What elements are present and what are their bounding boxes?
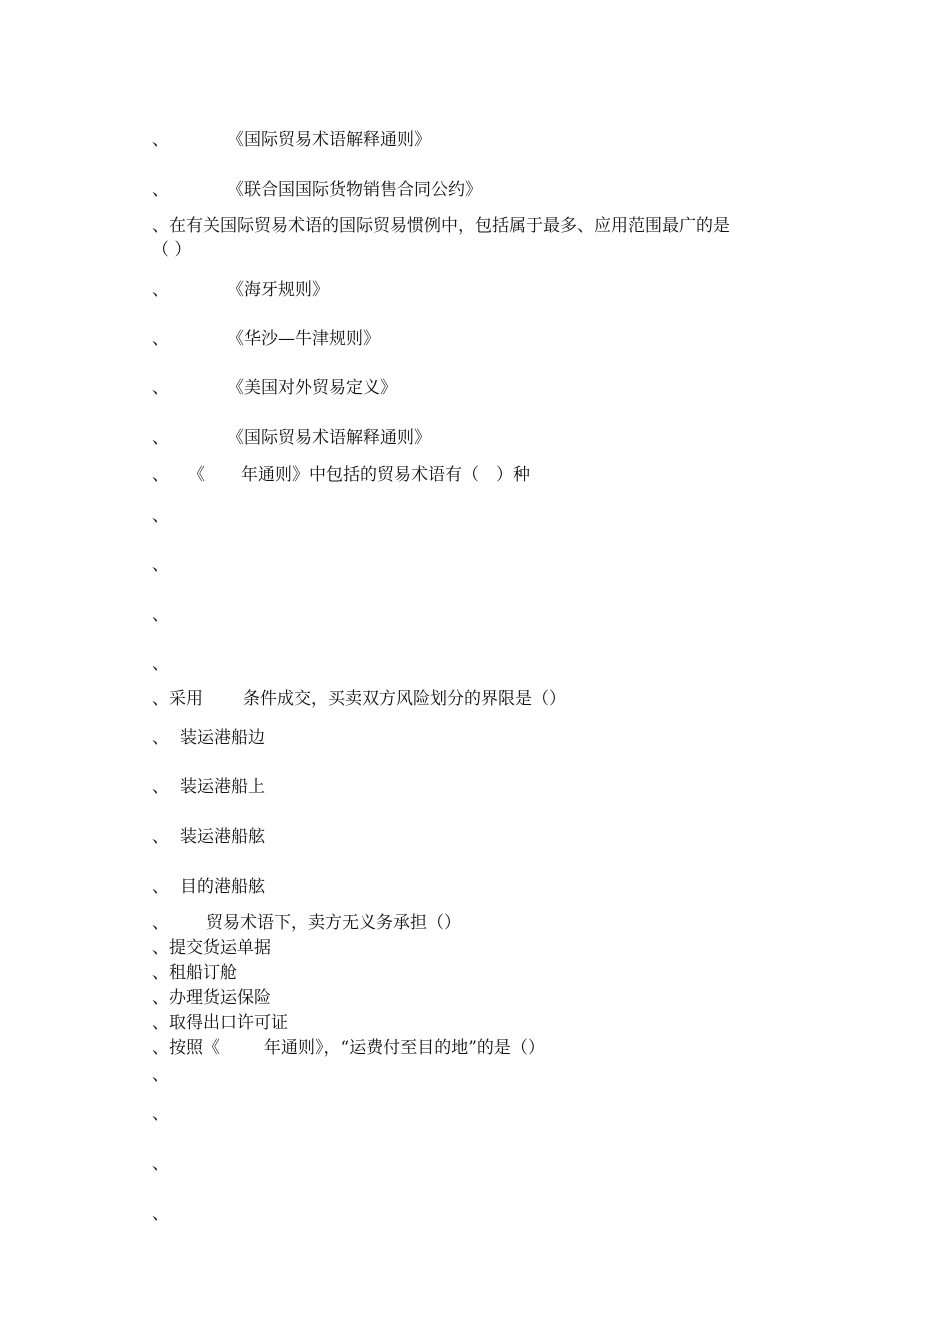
option-text: 《海牙规则》 — [227, 280, 329, 300]
list-marker: 、 — [152, 728, 169, 748]
option-line — [152, 1202, 176, 1226]
option-text: 《联合国国际货物销售合同公约》 — [227, 180, 482, 200]
list-marker: 、 — [152, 216, 169, 236]
list-marker: 、 — [152, 1154, 169, 1174]
option-line — [152, 128, 431, 152]
list-marker: 、 — [152, 280, 169, 300]
list-marker: 、 — [152, 428, 169, 448]
option-line — [152, 603, 176, 627]
option-line — [152, 376, 397, 400]
option-text: 租船订舱 — [169, 963, 237, 983]
question-text-part-b: 条件成交，买卖双方风险划分的界限是（） — [243, 689, 566, 709]
option-line — [152, 726, 265, 750]
option-text: 装运港船边 — [180, 728, 265, 748]
option-text: 取得出口许可证 — [169, 1013, 288, 1033]
option-line — [152, 961, 237, 985]
option-line — [152, 825, 265, 849]
list-marker: 、 — [152, 988, 169, 1008]
list-marker: 、 — [152, 963, 169, 983]
question-line — [152, 1036, 545, 1060]
option-text: 目的港船舷 — [180, 877, 265, 897]
option-line — [152, 1063, 176, 1087]
option-line — [152, 1011, 288, 1035]
question-text-part-a: 按照《 — [169, 1038, 220, 1058]
option-line — [152, 986, 271, 1010]
option-text: 装运港船舷 — [180, 827, 265, 847]
question-line — [152, 687, 566, 711]
question-continuation: （ ） — [152, 240, 192, 260]
list-marker: 、 — [152, 130, 169, 150]
question-text-part-a: 采用 — [169, 689, 203, 709]
list-marker: 、 — [152, 329, 169, 349]
list-marker: 、 — [152, 378, 169, 398]
question-text: 贸易术语下，卖方无义务承担（） — [206, 913, 461, 933]
option-line — [152, 504, 176, 528]
option-text: 《国际贸易术语解释通则》 — [227, 130, 431, 150]
question-text-part-a: 《 — [188, 465, 205, 485]
list-marker: 、 — [152, 555, 169, 575]
option-line — [152, 327, 380, 351]
list-marker: 、 — [152, 913, 169, 933]
option-text: 《美国对外贸易定义》 — [227, 378, 397, 398]
option-line — [152, 875, 265, 899]
option-line — [152, 178, 482, 202]
list-marker: 、 — [152, 1013, 169, 1033]
list-marker: 、 — [152, 877, 169, 897]
option-line — [152, 936, 271, 960]
question-line — [152, 463, 530, 487]
list-marker: 、 — [152, 605, 169, 625]
option-text: 办理货运保险 — [169, 988, 271, 1008]
list-marker: 、 — [152, 777, 169, 797]
list-marker: 、 — [152, 654, 169, 674]
list-marker: 、 — [152, 465, 169, 485]
question-text-part-b: 年通则》，“运费付至目的地”的是（） — [264, 1038, 545, 1058]
list-marker: 、 — [152, 827, 169, 847]
question-text: 在有关国际贸易术语的国际贸易惯例中，包括属于最多、应用范围最广的是 — [169, 216, 730, 236]
option-line — [152, 1102, 176, 1126]
question-text-part-b: 年通则》中包括的贸易术语有（ ）种 — [241, 465, 530, 485]
option-line — [152, 426, 431, 450]
option-text: 《华沙—牛津规则》 — [227, 329, 380, 349]
list-marker: 、 — [152, 180, 169, 200]
question-line — [152, 214, 812, 262]
list-marker: 、 — [152, 938, 169, 958]
list-marker: 、 — [152, 1204, 169, 1224]
option-text: 提交货运单据 — [169, 938, 271, 958]
option-line — [152, 1152, 176, 1176]
option-line — [152, 775, 265, 799]
list-marker: 、 — [152, 506, 169, 526]
list-marker: 、 — [152, 689, 169, 709]
list-marker: 、 — [152, 1038, 169, 1058]
option-line — [152, 553, 176, 577]
option-line — [152, 278, 329, 302]
list-marker: 、 — [152, 1104, 169, 1124]
option-line — [152, 652, 176, 676]
list-marker: 、 — [152, 1065, 169, 1085]
question-line — [152, 911, 461, 935]
option-text: 装运港船上 — [180, 777, 265, 797]
option-text: 《国际贸易术语解释通则》 — [227, 428, 431, 448]
